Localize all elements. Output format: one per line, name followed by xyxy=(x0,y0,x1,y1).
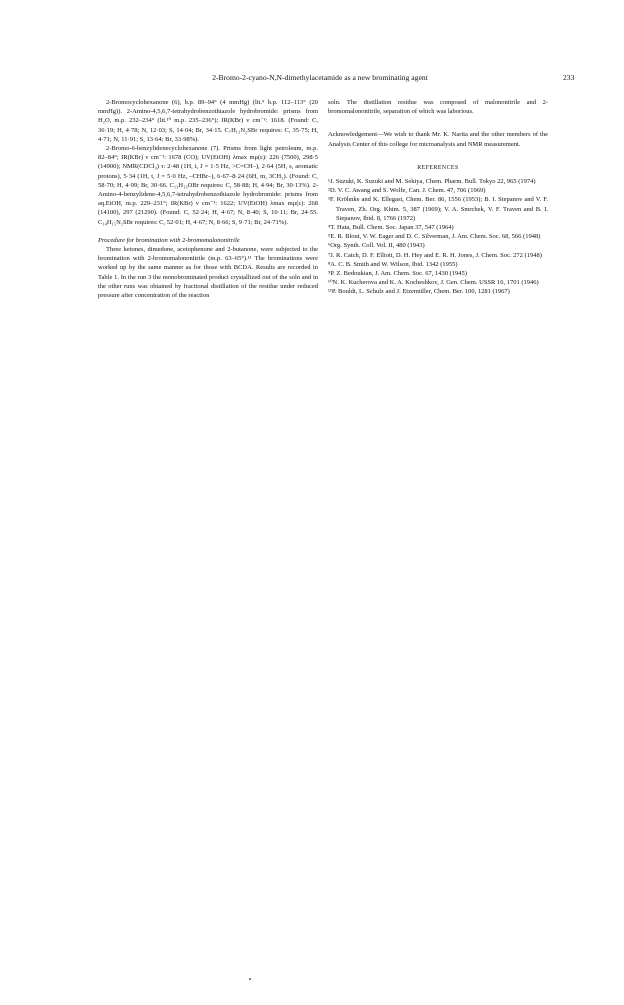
reference-item: ¹⁰N. K. Kucherova and K. A. Kocheshkov, J. Gen. Chem. USSR 16, 1701 (1946) xyxy=(328,279,539,287)
paragraph-procedure: Three ketones, dimedone, acetophenone and 2-butanone, were subjected to the bromination with 2-bromomalononitrile (m.p. 63–65°).¹¹ The brominations were worked up by the same manner as for those with BCDA. Results are recorded in Table 1. In the run 3 the monobrominated product crystallized out of the soln and in the other runs was obtained by fractional distillation of the residue under reduced pressure after concentration of the reaction xyxy=(98,246,318,300)
paragraph-benzylidenecyclohexanone: 2-Bromo-6-benzylidenecyclohexanone (7). Prisms from light petroleum, m.p. 82–84°; IR(KBr) ν cm⁻¹: 1678 (CO); UV(EtOH) λmax mμ(ε): 226 (7500), 298·5 (14900); NMR(CDCl₃) τ: 2·48 (1H, t, J = 1·5 Hz, >C=CH–), 2·64 (5H, s, aromatic protons), 5·34 (1H, t, J = 5·0 Hz, –CHBr–), 6·67–8·24 (6H, m, 3CH₂). (Found: C, 58·70; H, 4·99; Br, 30·66. C₁₃H₁₃OBr requires: C, 58·88; H, 4·94; Br, 30·13%). 2-Amino-4-benzylidene-4,5,6,7-tetrahydrobenzothiazole hydrobromide: prisms from aq.EtOH, m.p. 229–231°; IR(KBr) ν cm⁻¹: 1622; UV(EtOH) λmax mμ(ε): 268 (14100), 297 (21290). (Found: C, 52·24; H, 4·67; N, 8·40; S, 10·11; Br, 24·55. C₁₄H₁₅N₂SBr requires: C, 52·01; H, 4·67; N, 8·66; S, 9·71; Br, 24·71%). xyxy=(98,145,318,226)
reference-item: ⁴T. Hata, Bull. Chem. Soc. Japan 37, 547 (1964) xyxy=(328,224,454,232)
reference-item: ⁹P. Z. Bedoukian, J. Am. Chem. Soc. 67, 1430 (1945) xyxy=(328,270,467,278)
section-heading: Procedure for bromination with 2-bromomalononitrile xyxy=(98,236,240,244)
reference-item: ¹J. Suzuki, K. Suzuki and M. Sekiya, Chem. Pharm. Bull. Tokyo 22, 965 (1974) xyxy=(328,178,536,186)
reference-item: ⁷J. R. Catch, D. F. Elliott, D. H. Hey and E. R. H. Jones, J. Chem. Soc. 272 (1948) xyxy=(328,251,542,259)
reference-item: ⁵E. R. Blout, V. W. Eager and D. C. Silverman, J. Am. Chem. Soc. 68, 566 (1948) xyxy=(328,233,541,241)
running-title: 2-Bromo-2-cyano-N,N-dimethylacetamide as a new brominating agent xyxy=(212,73,428,82)
reference-item: ³F. Kröhnke and K. Ellegast, Chem. Ber. 86, 1556 (1953); B. I. Stepanov and V. F. Traven, Zh. Org. Khim. 5, 387 (1969); V. A. Smrchek, V. F. Traven and B. I. Stepanov, Ibid. 8, 1766 (1972) xyxy=(328,196,548,222)
references-list xyxy=(328,177,548,297)
acknowledgement: Acknowledgement—We wish to thank Mr. K. Narita and the other members of the Analysis Center of this college for microanalysis and NMR measurement. xyxy=(328,131,548,148)
paragraph-bromocyclohexanone: 2-Bromocyclohexanone (6), b.p. 89–94° (4 mmHg) (lit.⁹ b.p. 112–113° (20 mmHg)). 2-Amino-4,5,6,7-tetrahydrobenzothiazole hydrobromide: prisms from H₂O, m.p. 232–234° (lit.¹⁰ m.p. 235–236°); IR(KBr) ν cm⁻¹: 1618. (Found: C, 36·19; H, 4·78; N, 12·03; S, 14·04; Br, 34·15. C₇H₁₁N₂SBr requires: C, 35·75; H, 4·71; N, 11·91; S, 13·64; Br, 33·98%). xyxy=(98,99,318,143)
page-number: 233 xyxy=(563,73,575,82)
left-column xyxy=(98,98,318,300)
reference-item: ⁶Org. Synth. Coll. Vol. II, 480 (1943) xyxy=(328,242,425,250)
reference-item: ⁸A. C. B. Smith and W. Wilson, Ibid. 1342 (1955) xyxy=(328,260,458,268)
reference-item: ¹¹P. Bouldt, L. Schulz and J. Etzemüller, Chem. Ber. 100, 1281 (1967) xyxy=(328,288,510,296)
right-column xyxy=(328,98,548,297)
references-heading: REFERENCES xyxy=(417,164,459,171)
reference-item: ²D. V. C. Awang and S. Wolfe, Can. J. Chem. 47, 706 (1969) xyxy=(328,187,486,195)
paragraph-continuation: soln. The distillation residue was composed of malononitrile and 2-bromomalononitrile, separation of which was laborious. xyxy=(328,99,548,116)
page-mark xyxy=(249,978,251,980)
